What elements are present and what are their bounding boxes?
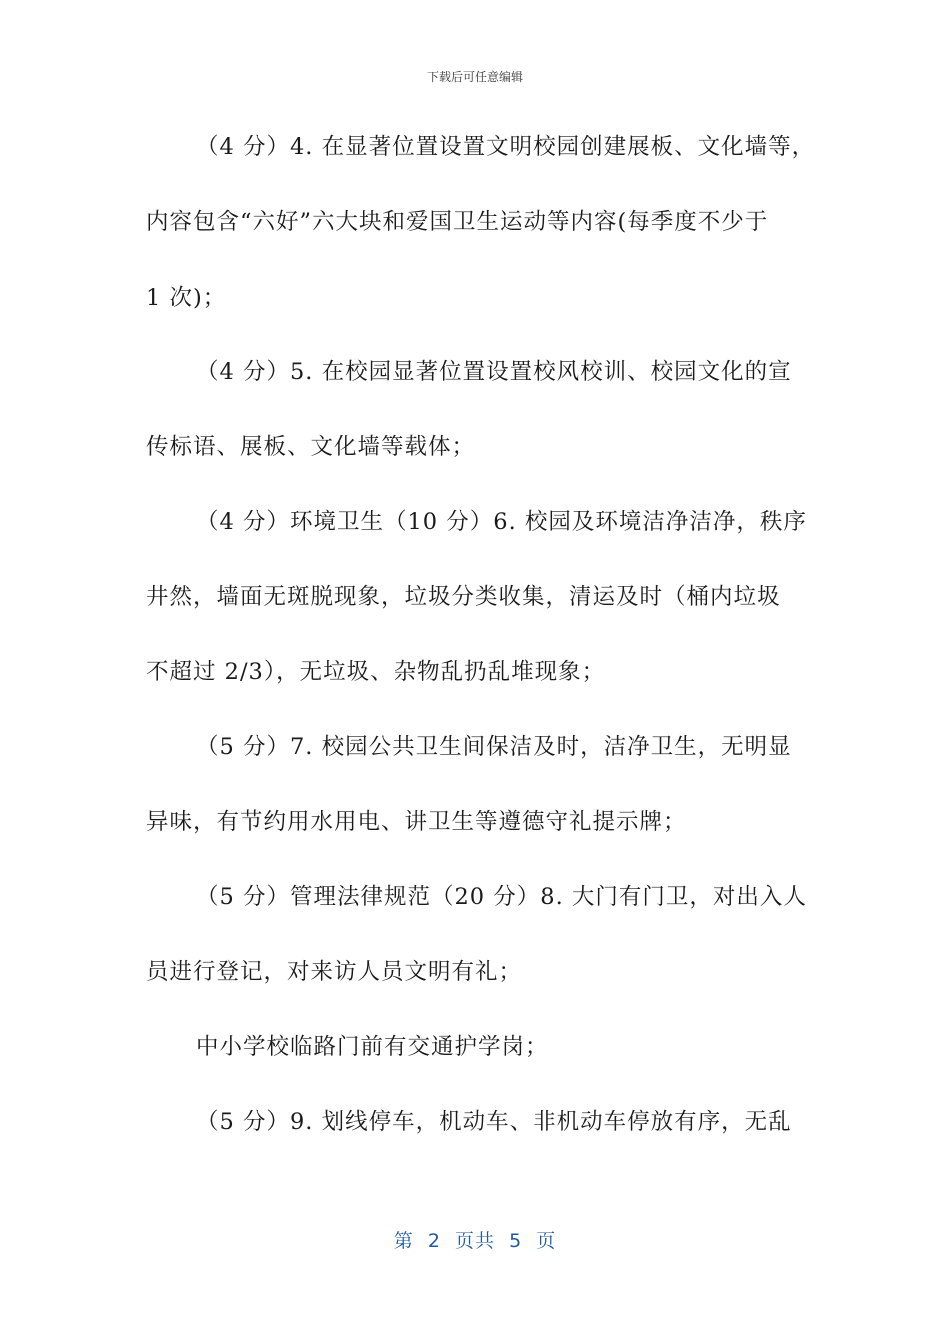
text-line: （4 分）4. 在显著位置设置文明校园创建展板、文化墙等，: [196, 134, 816, 160]
text-line: 传标语、展板、文化墙等载体；: [146, 434, 476, 460]
text-line: 不超过 2/3），无垃圾、杂物乱扔乱堆现象；: [146, 659, 606, 685]
text-line: 异味，有节约用水用电、讲卫生等遵德守礼提示牌；: [146, 809, 687, 835]
text-line: 1 次)；: [146, 285, 227, 311]
text-line: （4 分）环境卫生（10 分）6. 校园及环境洁净洁净，秩序: [196, 509, 807, 535]
text-line: 中小学校临路门前有交通护学岗；: [196, 1034, 549, 1060]
text-line: 井然，墙面无斑脱现象，垃圾分类收集，清运及时（桶内垃圾: [146, 584, 781, 610]
text-line: （5 分）7. 校园公共卫生间保洁及时，洁净卫生，无明显: [196, 734, 792, 760]
text-line: （5 分）管理法律规范（20 分）8. 大门有门卫，对出入人: [196, 884, 807, 910]
text-line: 员进行登记，对来访人员文明有礼；: [146, 959, 523, 985]
text-line: （4 分）5. 在校园显著位置设置校风校训、校园文化的宣: [196, 359, 792, 385]
page-number: 第 2 页共 5 页: [393, 1230, 557, 1252]
text-line: （5 分）9. 划线停车，机动车、非机动车停放有序，无乱: [196, 1109, 792, 1135]
header-note: 下载后可任意编辑: [426, 70, 523, 84]
text-line: 内容包含“六好”六大块和爱国卫生运动等内容(每季度不少于: [146, 209, 769, 235]
